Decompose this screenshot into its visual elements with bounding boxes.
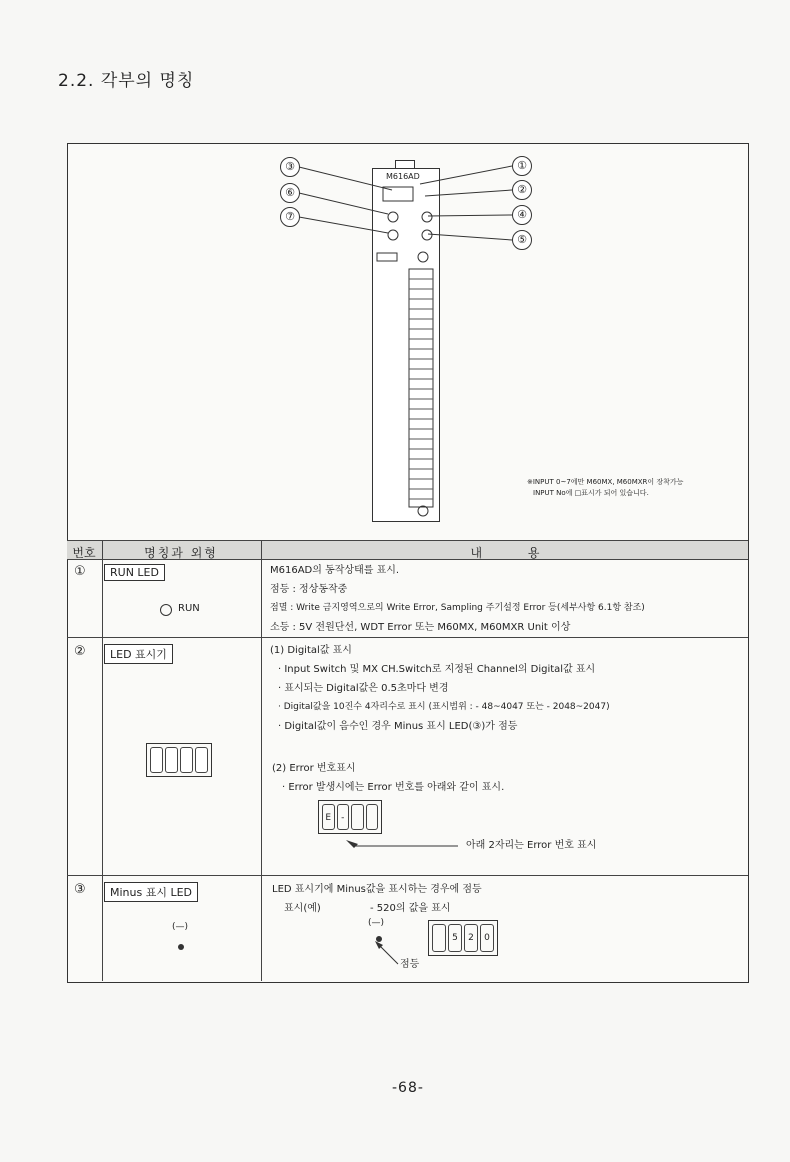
- row-divider-1: [67, 637, 748, 638]
- led-display-illustration: [146, 743, 212, 777]
- note-line-2: INPUT No에 □표시가 되어 있습니다.: [533, 489, 649, 497]
- value-digit: [432, 924, 446, 952]
- row-1-line: M616AD의 동작상태를 표시.: [270, 565, 400, 576]
- error-digit: -: [337, 804, 350, 830]
- example-label: 표시(예): [284, 903, 321, 914]
- led-digit: [195, 747, 208, 773]
- callout-4: ④: [512, 205, 532, 225]
- row-1-description: [270, 561, 645, 637]
- value-digit: 0: [480, 924, 494, 952]
- row-2-line: (1) Digital값 표시: [270, 645, 352, 656]
- row-2-line: · Digital값을 10진수 4자리수로 표시 (표시범위 : - 48~4047 또는 - 2048~2047): [278, 702, 610, 712]
- error-arrow: [340, 836, 460, 852]
- example-text: - 520의 값을 표시: [370, 903, 451, 914]
- error-display: [318, 800, 382, 834]
- col-divider-1: [102, 540, 103, 981]
- header-content: 내 용: [470, 546, 540, 560]
- run-led-text: RUN: [178, 603, 200, 614]
- note-line-1: ※INPUT 0~7에만 M60MX, M60MXR이 장착가능: [527, 478, 684, 486]
- callout-3: ③: [280, 157, 300, 177]
- row-divider-2: [67, 875, 748, 876]
- row-3-line: LED 표시기에 Minus값을 표시하는 경우에 점등: [272, 884, 482, 895]
- row-2-line: · Error 발생시에는 Error 번호를 아래와 같이 표시.: [282, 782, 505, 793]
- value-digit: 2: [464, 924, 478, 952]
- row-2-line: · 표시되는 Digital값은 0.5초마다 변경: [278, 683, 449, 694]
- led-digit: [180, 747, 193, 773]
- led-digit: [165, 747, 178, 773]
- row-2-description: [270, 641, 610, 736]
- value-digit: 5: [448, 924, 462, 952]
- install-note: [527, 477, 683, 499]
- example-minus-symbol: (—): [368, 918, 385, 928]
- minus-led-dot: [178, 944, 184, 950]
- callout-5: ⑤: [512, 230, 532, 250]
- row-1-line: 점멸 : Write 금지영역으로의 Write Error, Sampling 주기설정 Error 등(세부사항 6.1항 참조): [270, 603, 645, 613]
- error-digit: [351, 804, 364, 830]
- row-2-line: (2) Error 번호표시: [272, 763, 356, 774]
- row-number-1: ①: [74, 564, 86, 579]
- row-2-line: · Digital값이 음수인 경우 Minus 표시 LED(③)가 점등: [278, 721, 518, 732]
- callout-2: ②: [512, 180, 532, 200]
- row-2-error-section: [272, 759, 504, 797]
- row-2-line: · Input Switch 및 MX CH.Switch로 지정된 Channel의 Digital값 표시: [278, 664, 596, 675]
- row-1-line: 소등 : 5V 전원단선, WDT Error 또는 M60MX, M60MXR Unit 이상: [270, 622, 571, 633]
- lit-label: 점등: [400, 959, 420, 970]
- error-digit: [366, 804, 379, 830]
- callout-7: ⑦: [280, 207, 300, 227]
- row-1-line: 점등 : 정상동작중: [270, 584, 348, 595]
- header-name: 명칭과 외형: [144, 546, 218, 560]
- header-number: 번호: [72, 546, 96, 560]
- run-led-label: RUN LED: [104, 564, 165, 581]
- run-led-indicator: [160, 604, 172, 616]
- module-name: M616AD: [386, 172, 420, 181]
- col-divider-2: [261, 540, 262, 981]
- led-display-label: LED 표시기: [104, 644, 173, 664]
- value-520-display: [428, 920, 498, 956]
- row-number-2: ②: [74, 644, 86, 659]
- row-number-3: ③: [74, 882, 86, 897]
- error-digit: E: [322, 804, 335, 830]
- callout-1: ①: [512, 156, 532, 176]
- error-caption: 아래 2자리는 Error 번호 표시: [466, 840, 597, 851]
- section-title: 2.2. 각부의 명칭: [58, 71, 195, 91]
- callout-6: ⑥: [280, 183, 300, 203]
- callout-leaders: [0, 0, 790, 300]
- led-digit: [150, 747, 163, 773]
- page-number: -68-: [392, 1080, 424, 1096]
- minus-symbol: (—): [172, 922, 189, 932]
- minus-led-label: Minus 표시 LED: [104, 882, 198, 902]
